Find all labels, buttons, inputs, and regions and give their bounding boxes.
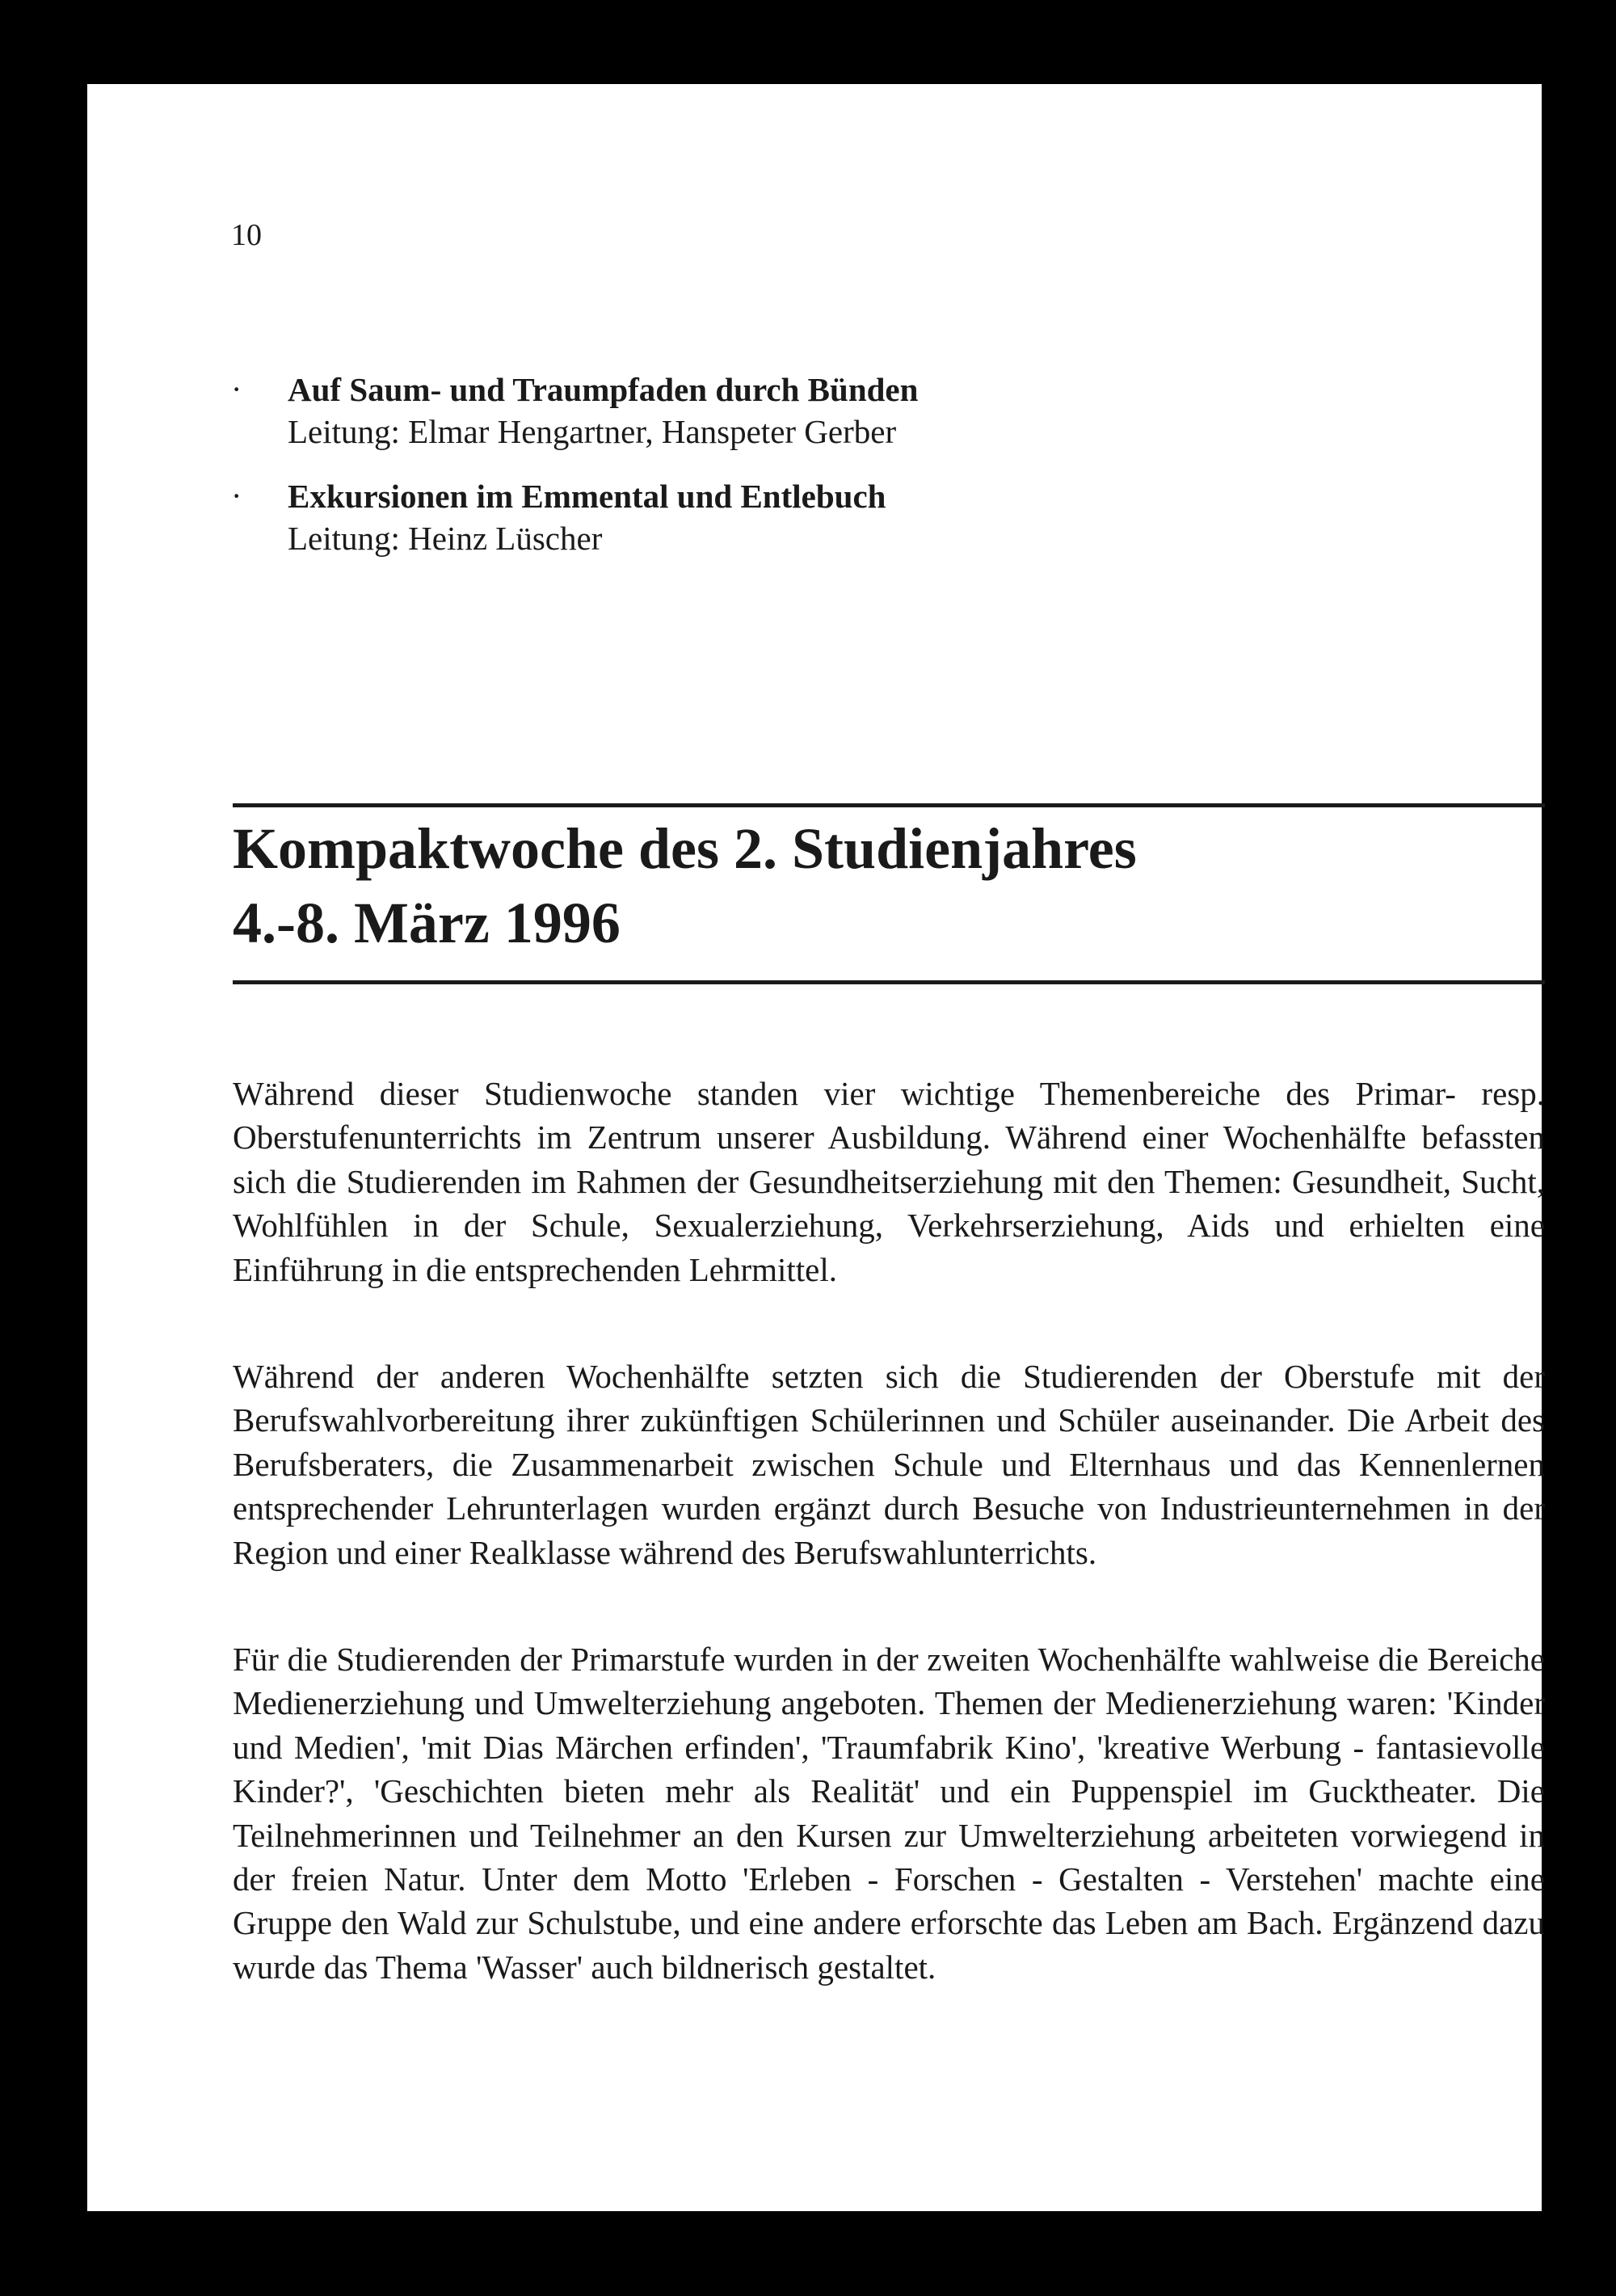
section-date: 4.-8. März 1996 xyxy=(233,891,621,955)
top-rule xyxy=(233,803,1545,807)
section-title: Kompaktwoche des 2. Studienjahres xyxy=(233,816,1137,881)
paragraph-3: Für die Studierenden der Primarstufe wurden in der zweiten Wochenhälfte wahlweise die Bereiche Medienerziehung und Umwelterziehung angeboten. Themen der Medienerziehung waren: 'Kinder und Medien', 'mit Dias Märchen erfinden', 'Traumfabrik Kino', 'kreative Werbung - fantasievolle Kinder?', 'Geschichten bieten mehr als Realität' und ein Puppenspiel im Gucktheater. Die Teilnehmerinnen und Teilnehmer an den Kursen zur Umwelterziehung arbeiteten vorwiegend in der freien Natur. Unter dem Motto 'Erleben - Forschen - Gestalten - Verstehen' machte eine Gruppe den Wald zur Schulstube, und eine andere erforschte das Leben am Bach. Ergänzend dazu wurde das Thema 'Wasser' auch bildnerisch gestaltet. xyxy=(233,1641,1545,1986)
document-page xyxy=(87,84,1545,2211)
excursion-lead: Leitung: Heinz Lüscher xyxy=(288,520,603,557)
excursion-lead: Leitung: Elmar Hengartner, Hanspeter Gerber xyxy=(288,413,897,450)
paragraph-2: Während der anderen Wochenhälfte setzten sich die Studierenden der Oberstufe mit der Berufswahlvorbereitung ihrer zukünftigen Schülerinnen und Schüler auseinander. Die Arbeit des Berufsberaters, die Zusammenarbeit zwischen Schule und Elternhaus und das Kennenlernen entsprechender Lehrunterlagen wurden ergänzt durch Besuche von Industrieunternehmen in der Region und einer Realklasse während des Berufswahlunterrichts. xyxy=(233,1358,1545,1571)
excursion-title: Exkursionen im Emmental und Entlebuch xyxy=(288,478,886,515)
excursion-title: Auf Saum- und Traumpfaden durch Bünden xyxy=(288,371,919,408)
bottom-rule xyxy=(233,980,1545,984)
excursion-item xyxy=(231,369,1443,453)
excursion-item xyxy=(231,475,1443,559)
bullet-icon: · xyxy=(231,478,242,514)
section-heading xyxy=(233,811,1137,960)
bullet-icon: · xyxy=(231,371,242,407)
page-number: 10 xyxy=(231,218,262,252)
paragraph-1: Während dieser Studienwoche standen vier wichtige Themenbereiche des Primar- resp. Oberstufenunterrichts im Zentrum unserer Ausbildung. Während einer Wochenhälfte befassten sich die Studierenden im Rahmen der Gesundheitserziehung mit den Themen: Gesundheit, Sucht, Wohlfühlen in der Schule, Sexualerziehung, Verkehrserziehung, Aids und erhielten eine Einführung in die entsprechenden Lehrmittel. xyxy=(233,1075,1545,1288)
